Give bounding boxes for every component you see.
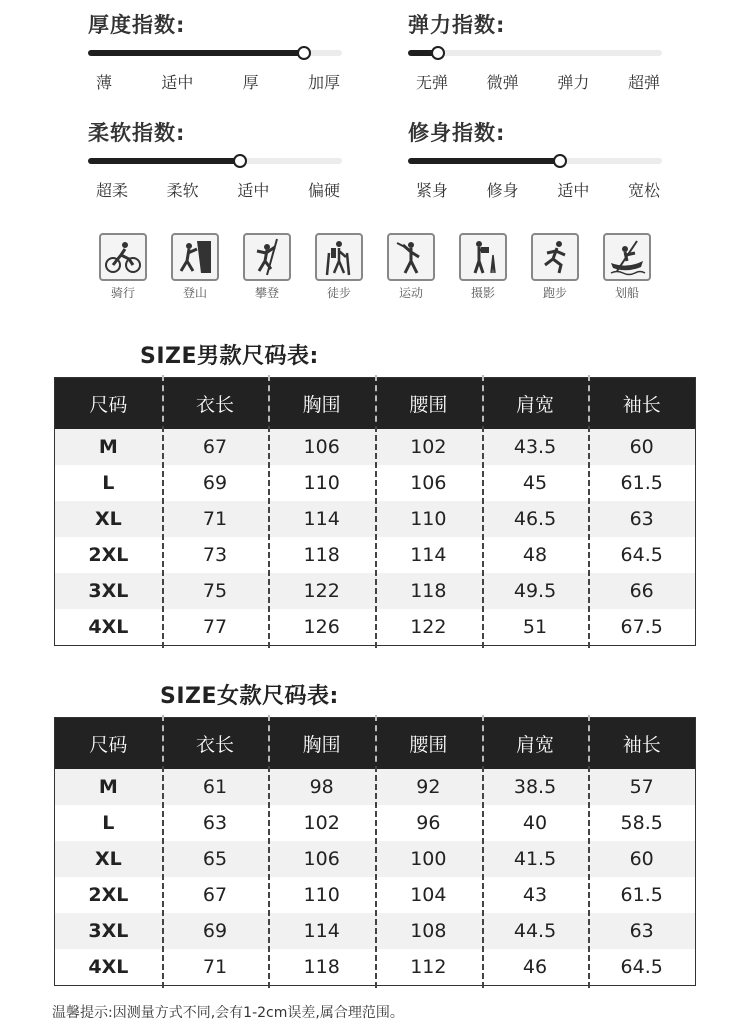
softness-index-levels	[88, 178, 348, 201]
activity-sports	[383, 233, 439, 301]
table-cell: 118	[268, 544, 375, 566]
table-row	[55, 501, 695, 537]
thickness-index-slider	[88, 48, 342, 58]
slider-knob	[233, 154, 247, 168]
hiking-icon	[315, 233, 363, 281]
column-header: 肩宽	[482, 730, 589, 757]
table-cell: 3XL	[88, 920, 129, 942]
photography-icon	[459, 233, 507, 281]
table-cell: 77	[162, 616, 269, 638]
table-cell: 69	[162, 920, 269, 942]
level-label: 厚	[242, 73, 259, 92]
table-cell: 73	[162, 544, 269, 566]
table-cell: 45	[482, 472, 589, 494]
table-cell: 110	[375, 508, 482, 530]
table-cell: 61.5	[588, 884, 695, 906]
level-label: 超柔	[96, 181, 129, 200]
column-header: 胸围	[268, 390, 375, 417]
table-cell: 102	[268, 812, 375, 834]
table-row	[55, 949, 695, 985]
table-cell: 126	[268, 616, 375, 638]
table-cell: 67.5	[588, 616, 695, 638]
table-cell: 66	[588, 580, 695, 602]
slider-knob	[553, 154, 567, 168]
table-cell: 118	[375, 580, 482, 602]
table-cell: 108	[375, 920, 482, 942]
womens-table-title: SIZE女款尺码表:	[160, 684, 339, 709]
table-cell: 51	[482, 616, 589, 638]
table-cell: 67	[162, 884, 269, 906]
softness-index-title: 柔软指数:	[88, 121, 186, 145]
activity-label: 徒步	[326, 286, 351, 300]
thickness-index	[88, 10, 348, 93]
level-label: 宽松	[627, 181, 660, 200]
level-label: 无弹	[416, 73, 449, 92]
table-cell: 41.5	[482, 848, 589, 870]
table-row	[55, 877, 695, 913]
activity-running	[527, 233, 583, 301]
table-cell: 122	[375, 616, 482, 638]
table-cell: 118	[268, 956, 375, 978]
table-header-row	[55, 718, 695, 769]
level-label: 微弹	[486, 73, 519, 92]
table-cell: 98	[268, 776, 375, 798]
table-cell: 100	[375, 848, 482, 870]
column-header: 袖长	[588, 390, 695, 417]
column-header: 胸围	[268, 730, 375, 757]
table-row	[55, 769, 695, 805]
table-cell: 65	[162, 848, 269, 870]
table-cell: 2XL	[88, 884, 129, 906]
table-cell: 64.5	[588, 544, 695, 566]
table-cell: 63	[588, 508, 695, 530]
mens-size-table	[54, 377, 696, 646]
column-header: 腰围	[375, 390, 482, 417]
table-row	[55, 805, 695, 841]
table-header-row	[55, 378, 695, 429]
table-cell: 57	[588, 776, 695, 798]
level-label: 修身	[486, 181, 519, 200]
thickness-index-levels	[88, 70, 348, 93]
elasticity-index-levels	[408, 70, 668, 93]
level-label: 适中	[161, 73, 194, 92]
table-cell: 63	[162, 812, 269, 834]
table-cell: 63	[588, 920, 695, 942]
table-cell: 110	[268, 884, 375, 906]
table-cell: 61	[162, 776, 269, 798]
table-cell: 58.5	[588, 812, 695, 834]
table-cell: 49.5	[482, 580, 589, 602]
activity-label: 跑步	[542, 286, 567, 300]
column-header: 腰围	[375, 730, 482, 757]
fit-index-title: 修身指数:	[408, 121, 506, 145]
level-label: 偏硬	[307, 181, 340, 200]
activity-label: 骑行	[110, 286, 135, 300]
table-row	[55, 841, 695, 877]
table-cell: 92	[375, 776, 482, 798]
column-header: 衣长	[162, 730, 269, 757]
table-cell: 4XL	[88, 956, 129, 978]
thickness-index-title: 厚度指数:	[88, 13, 186, 37]
table-cell: 61.5	[588, 472, 695, 494]
table-cell: 48	[482, 544, 589, 566]
table-cell: 106	[268, 848, 375, 870]
level-label: 加厚	[307, 73, 340, 92]
slider-knob	[297, 46, 311, 60]
womens-size-table	[54, 717, 696, 986]
table-cell: 43	[482, 884, 589, 906]
table-row	[55, 537, 695, 573]
fit-index-levels	[408, 178, 668, 201]
table-cell: 3XL	[88, 580, 129, 602]
table-cell: 122	[268, 580, 375, 602]
softness-index	[88, 118, 348, 201]
table-cell: 46.5	[482, 508, 589, 530]
activity-rock-climbing	[239, 233, 295, 301]
activity-cycling	[95, 233, 151, 301]
level-label: 弹力	[557, 73, 590, 92]
table-row	[55, 465, 695, 501]
table-cell: 71	[162, 508, 269, 530]
activity-label: 登山	[182, 286, 207, 300]
level-label: 柔软	[166, 181, 199, 200]
slider-knob	[431, 46, 445, 60]
activity-label: 摄影	[470, 286, 495, 300]
table-cell: 69	[162, 472, 269, 494]
table-cell: 46	[482, 956, 589, 978]
table-cell: 114	[375, 544, 482, 566]
table-row	[55, 429, 695, 465]
column-header: 尺码	[89, 734, 128, 756]
level-label: 紧身	[416, 181, 449, 200]
elasticity-index-title: 弹力指数:	[408, 13, 506, 37]
elasticity-index-slider	[408, 48, 662, 58]
table-row	[55, 609, 695, 645]
activity-label: 攀登	[254, 286, 279, 300]
cycling-icon	[99, 233, 147, 281]
activity-icons	[95, 233, 655, 301]
running-icon	[531, 233, 579, 281]
column-header: 尺码	[89, 394, 128, 416]
table-cell: XL	[94, 508, 122, 530]
column-header: 袖长	[588, 730, 695, 757]
table-row	[55, 573, 695, 609]
table-cell: 104	[375, 884, 482, 906]
table-cell: 114	[268, 920, 375, 942]
activity-label: 运动	[398, 286, 423, 300]
table-cell: XL	[94, 848, 122, 870]
table-cell: 106	[375, 472, 482, 494]
rock-climbing-icon	[243, 233, 291, 281]
level-label: 薄	[96, 73, 113, 92]
table-cell: 112	[375, 956, 482, 978]
table-cell: 60	[588, 436, 695, 458]
table-cell: M	[98, 776, 118, 798]
rowing-icon	[603, 233, 651, 281]
activity-climbing	[167, 233, 223, 301]
fit-index-slider	[408, 156, 662, 166]
column-header: 肩宽	[482, 390, 589, 417]
table-cell: 2XL	[88, 544, 129, 566]
softness-index-slider	[88, 156, 342, 166]
fit-index	[408, 118, 668, 201]
table-row	[55, 913, 695, 949]
level-label: 适中	[237, 181, 270, 200]
level-label: 适中	[557, 181, 590, 200]
activity-rowing	[599, 233, 655, 301]
table-cell: 114	[268, 508, 375, 530]
activity-hiking	[311, 233, 367, 301]
climbing-icon	[171, 233, 219, 281]
table-cell: 75	[162, 580, 269, 602]
table-cell: 71	[162, 956, 269, 978]
mens-table-title: SIZE男款尺码表:	[140, 344, 319, 369]
sports-icon	[387, 233, 435, 281]
table-cell: 102	[375, 436, 482, 458]
elasticity-index	[408, 10, 668, 93]
level-label: 超弹	[627, 73, 660, 92]
column-header: 衣长	[162, 390, 269, 417]
table-cell: L	[102, 472, 115, 494]
activity-label: 划船	[614, 286, 639, 300]
table-cell: M	[98, 436, 118, 458]
table-cell: 96	[375, 812, 482, 834]
table-cell: 106	[268, 436, 375, 458]
table-cell: 60	[588, 848, 695, 870]
measurement-note: 温馨提示:因测量方式不同,会有1-2cm误差,属合理范围。	[52, 1005, 404, 1021]
activity-photography	[455, 233, 511, 301]
table-cell: 38.5	[482, 776, 589, 798]
table-cell: 44.5	[482, 920, 589, 942]
table-cell: 64.5	[588, 956, 695, 978]
table-cell: 67	[162, 436, 269, 458]
table-cell: 40	[482, 812, 589, 834]
table-cell: 4XL	[88, 616, 129, 638]
table-cell: L	[102, 812, 115, 834]
table-cell: 43.5	[482, 436, 589, 458]
table-cell: 110	[268, 472, 375, 494]
